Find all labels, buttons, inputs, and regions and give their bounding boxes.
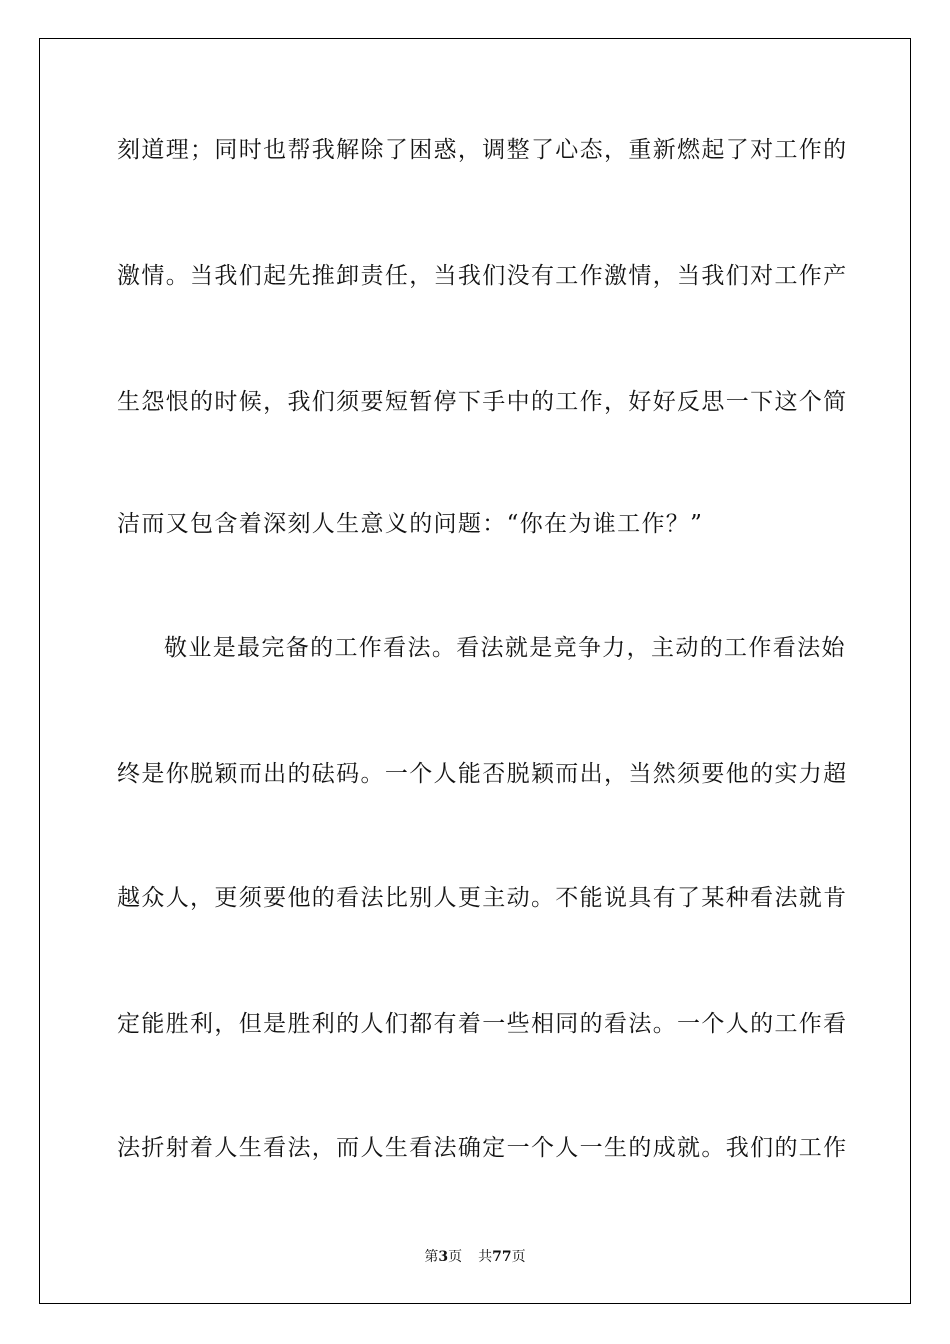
page-number: 3 xyxy=(438,1249,449,1265)
text-line-7: 越众人，更须要他的看法比别人更主动。不能说具有了某种看法就肯 xyxy=(117,885,848,911)
text-line-6: 终是你脱颖而出的砝码。一个人能否脱颖而出，当然须要他的实力超 xyxy=(117,761,848,787)
text-line-3: 生怨恨的时候，我们须要短暂停下手中的工作，好好反思一下这个简 xyxy=(117,389,848,415)
text-line-2: 激情。当我们起先推卸责任，当我们没有工作激情，当我们对工作产 xyxy=(117,263,848,289)
text-line-4: 洁而又包含着深刻人生意义的问题：“你在为谁工作？” xyxy=(117,511,704,537)
page-border xyxy=(39,38,911,1304)
text-line-5: 敬业是最完备的工作看法。看法就是竞争力，主动的工作看法始 xyxy=(164,635,846,661)
total-prefix: 共 xyxy=(478,1249,493,1265)
page-prefix: 第 xyxy=(424,1249,439,1265)
page-footer xyxy=(0,1248,950,1266)
text-line-8: 定能胜利，但是胜利的人们都有着一些相同的看法。一个人的工作看 xyxy=(117,1011,848,1037)
total-suffix: 页 xyxy=(511,1249,526,1265)
text-line-1: 刻道理；同时也帮我解除了困惑，调整了心态，重新燃起了对工作的 xyxy=(117,137,848,163)
text-line-9: 法折射着人生看法，而人生看法确定一个人一生的成就。我们的工作 xyxy=(117,1135,848,1161)
page-suffix: 页 xyxy=(448,1249,463,1265)
total-pages: 77 xyxy=(492,1249,512,1265)
